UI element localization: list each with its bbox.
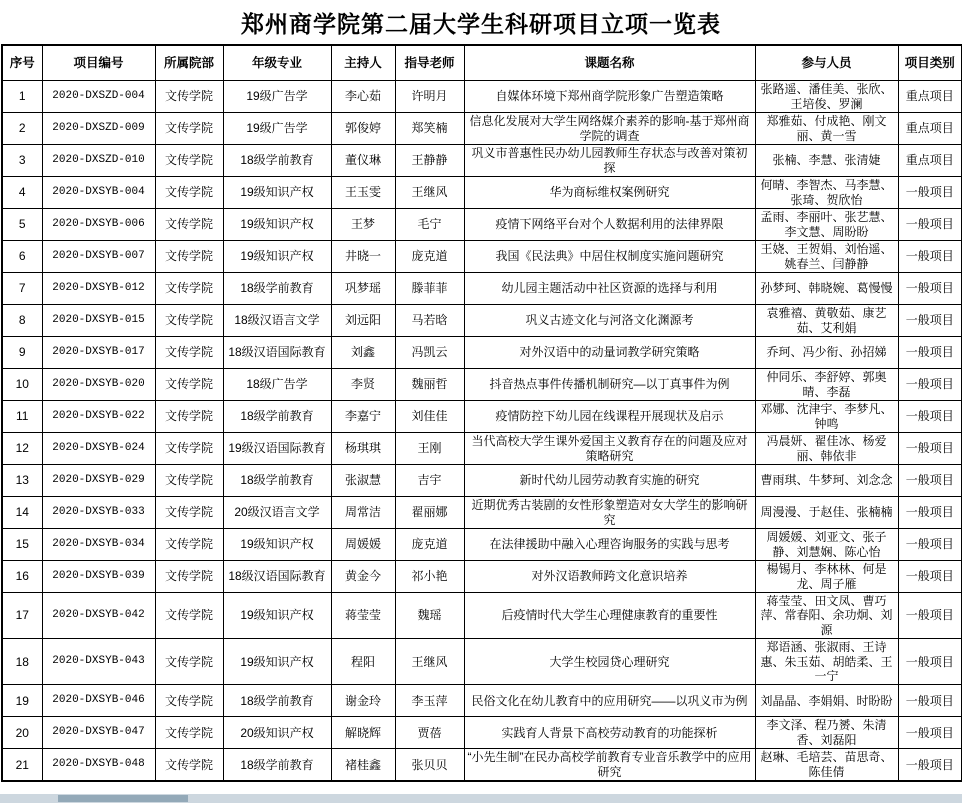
- cell-advisor: 庞克道: [395, 241, 464, 273]
- cell-host: 褚桂鑫: [331, 749, 395, 782]
- cell-topic: 抖音热点事件传播机制研究—以丁真事件为例: [464, 369, 755, 401]
- cell-advisor: 翟丽娜: [395, 497, 464, 529]
- cell-no: 12: [2, 433, 42, 465]
- cell-major: 19级知识产权: [223, 529, 331, 561]
- column-header: 项目编号: [42, 45, 155, 81]
- column-header: 项目类别: [898, 45, 962, 81]
- column-header: 参与人员: [755, 45, 898, 81]
- cell-host: 黄金今: [331, 561, 395, 593]
- cell-major: 19级汉语国际教育: [223, 433, 331, 465]
- cell-dept: 文传学院: [155, 273, 223, 305]
- cell-code: 2020-DXSZD-010: [42, 145, 155, 177]
- cell-category: 一般项目: [898, 337, 962, 369]
- cell-participants: 孙梦珂、韩晓婉、葛慢慢: [755, 273, 898, 305]
- cell-code: 2020-DXSYB-024: [42, 433, 155, 465]
- page-title: 郑州商学院第二届大学生科研项目立项一览表: [241, 10, 721, 37]
- cell-host: 谢金玲: [331, 685, 395, 717]
- cell-no: 15: [2, 529, 42, 561]
- cell-topic: 巩义古迹文化与河洛文化渊源考: [464, 305, 755, 337]
- cell-category: 一般项目: [898, 273, 962, 305]
- cell-code: 2020-DXSYB-012: [42, 273, 155, 305]
- cell-category: 一般项目: [898, 369, 962, 401]
- cell-advisor: 魏瑶: [395, 593, 464, 639]
- cell-dept: 文传学院: [155, 717, 223, 749]
- cell-code: 2020-DXSYB-029: [42, 465, 155, 497]
- cell-topic: 后疫情时代大学生心理健康教育的重要性: [464, 593, 755, 639]
- table-row: [2, 241, 962, 273]
- cell-participants: 何晴、李智杰、马李慧、张琦、贺欣怡: [755, 177, 898, 209]
- cell-participants: 张路遥、潘佳美、张欣、王培俊、罗澜: [755, 81, 898, 113]
- cell-major: 19级广告学: [223, 113, 331, 145]
- cell-host: 郭俊婷: [331, 113, 395, 145]
- cell-code: 2020-DXSYB-006: [42, 209, 155, 241]
- cell-topic: 对外汉语教师跨文化意识培养: [464, 561, 755, 593]
- cell-code: 2020-DXSYB-039: [42, 561, 155, 593]
- cell-host: 蒋莹莹: [331, 593, 395, 639]
- cell-advisor: 滕菲菲: [395, 273, 464, 305]
- horizontal-scrollbar-thumb[interactable]: [58, 795, 188, 802]
- cell-category: 一般项目: [898, 593, 962, 639]
- cell-dept: 文传学院: [155, 685, 223, 717]
- cell-no: 13: [2, 465, 42, 497]
- cell-participants: 王娆、王贺娟、刘怡遥、姚春兰、闫静静: [755, 241, 898, 273]
- cell-code: 2020-DXSYB-004: [42, 177, 155, 209]
- cell-code: 2020-DXSYB-034: [42, 529, 155, 561]
- cell-topic: 当代高校大学生课外爱国主义教育存在的问题及应对策略研究: [464, 433, 755, 465]
- table-row: [2, 529, 962, 561]
- cell-host: 王梦: [331, 209, 395, 241]
- cell-topic: 近期优秀古装剧的女性形象塑造对女大学生的影响研究: [464, 497, 755, 529]
- cell-host: 李心茹: [331, 81, 395, 113]
- cell-category: 一般项目: [898, 561, 962, 593]
- cell-participants: 仲同乐、李舒婷、郭奥晴、李磊: [755, 369, 898, 401]
- cell-advisor: 李玉萍: [395, 685, 464, 717]
- cell-topic: 幼儿园主题活动中社区资源的选择与利用: [464, 273, 755, 305]
- table-row: [2, 593, 962, 639]
- cell-host: 巩梦瑶: [331, 273, 395, 305]
- cell-category: 一般项目: [898, 433, 962, 465]
- table-row: [2, 401, 962, 433]
- cell-dept: 文传学院: [155, 113, 223, 145]
- cell-dept: 文传学院: [155, 593, 223, 639]
- cell-major: 19级知识产权: [223, 209, 331, 241]
- column-header: 序号: [2, 45, 42, 81]
- cell-advisor: 魏丽哲: [395, 369, 464, 401]
- cell-category: 一般项目: [898, 749, 962, 782]
- cell-host: 解晓辉: [331, 717, 395, 749]
- cell-category: 一般项目: [898, 497, 962, 529]
- cell-no: 19: [2, 685, 42, 717]
- cell-topic: “小先生制”在民办高校学前教育专业音乐教学中的应用研究: [464, 749, 755, 782]
- cell-dept: 文传学院: [155, 497, 223, 529]
- cell-no: 3: [2, 145, 42, 177]
- cell-participants: 邓娜、沈津宇、李梦凡、钟鸣: [755, 401, 898, 433]
- cell-host: 程阳: [331, 639, 395, 685]
- cell-major: 20级汉语言文学: [223, 497, 331, 529]
- cell-host: 刘远阳: [331, 305, 395, 337]
- cell-dept: 文传学院: [155, 433, 223, 465]
- cell-code: 2020-DXSYB-015: [42, 305, 155, 337]
- cell-host: 井晓一: [331, 241, 395, 273]
- table-row: [2, 717, 962, 749]
- cell-category: 一般项目: [898, 717, 962, 749]
- cell-topic: 在法律援助中融入心理咨询服务的实践与思考: [464, 529, 755, 561]
- table-row: [2, 685, 962, 717]
- cell-code: 2020-DXSYB-047: [42, 717, 155, 749]
- cell-no: 8: [2, 305, 42, 337]
- cell-category: 一般项目: [898, 529, 962, 561]
- cell-advisor: 王刚: [395, 433, 464, 465]
- table-row: [2, 113, 962, 145]
- cell-major: 18级学前教育: [223, 749, 331, 782]
- cell-code: 2020-DXSYB-042: [42, 593, 155, 639]
- cell-no: 14: [2, 497, 42, 529]
- cell-category: 一般项目: [898, 639, 962, 685]
- cell-dept: 文传学院: [155, 145, 223, 177]
- cell-code: 2020-DXSYB-046: [42, 685, 155, 717]
- table-row: [2, 561, 962, 593]
- table-row: [2, 465, 962, 497]
- cell-dept: 文传学院: [155, 209, 223, 241]
- cell-major: 20级知识产权: [223, 717, 331, 749]
- projects-table: [1, 44, 962, 782]
- cell-topic: 对外汉语中的动量词教学研究策略: [464, 337, 755, 369]
- cell-advisor: 庞克道: [395, 529, 464, 561]
- table-row: [2, 305, 962, 337]
- cell-host: 杨琪琪: [331, 433, 395, 465]
- cell-major: 18级学前教育: [223, 145, 331, 177]
- cell-host: 刘鑫: [331, 337, 395, 369]
- cell-advisor: 王静静: [395, 145, 464, 177]
- cell-code: 2020-DXSYB-043: [42, 639, 155, 685]
- cell-major: 18级汉语国际教育: [223, 561, 331, 593]
- cell-no: 5: [2, 209, 42, 241]
- table-row: [2, 639, 962, 685]
- table-row: [2, 369, 962, 401]
- cell-code: 2020-DXSYB-033: [42, 497, 155, 529]
- cell-topic: 我国《民法典》中居住权制度实施问题研究: [464, 241, 755, 273]
- cell-advisor: 冯凯云: [395, 337, 464, 369]
- cell-dept: 文传学院: [155, 465, 223, 497]
- cell-category: 一般项目: [898, 241, 962, 273]
- table-row: [2, 497, 962, 529]
- cell-dept: 文传学院: [155, 561, 223, 593]
- cell-advisor: 马若晗: [395, 305, 464, 337]
- cell-no: 16: [2, 561, 42, 593]
- cell-dept: 文传学院: [155, 749, 223, 782]
- cell-advisor: 王继风: [395, 639, 464, 685]
- cell-code: 2020-DXSYB-048: [42, 749, 155, 782]
- cell-major: 18级学前教育: [223, 401, 331, 433]
- column-header: 主持人: [331, 45, 395, 81]
- cell-participants: 刘晶晶、李娟娟、时盼盼: [755, 685, 898, 717]
- cell-category: 重点项目: [898, 113, 962, 145]
- cell-category: 一般项目: [898, 685, 962, 717]
- cell-major: 18级广告学: [223, 369, 331, 401]
- cell-advisor: 王继风: [395, 177, 464, 209]
- cell-no: 2: [2, 113, 42, 145]
- cell-no: 6: [2, 241, 42, 273]
- cell-topic: 疫情防控下幼儿园在线课程开展现状及启示: [464, 401, 755, 433]
- cell-dept: 文传学院: [155, 305, 223, 337]
- table-row: [2, 177, 962, 209]
- column-header: 年级专业: [223, 45, 331, 81]
- cell-advisor: 许明月: [395, 81, 464, 113]
- cell-major: 18级学前教育: [223, 685, 331, 717]
- column-header: 所属院部: [155, 45, 223, 81]
- cell-participants: 孟雨、李丽叶、张艺慧、李文慧、周盼盼: [755, 209, 898, 241]
- column-header: 指导老师: [395, 45, 464, 81]
- cell-advisor: 吉宇: [395, 465, 464, 497]
- cell-major: 19级知识产权: [223, 593, 331, 639]
- cell-advisor: 郑笑楠: [395, 113, 464, 145]
- cell-no: 4: [2, 177, 42, 209]
- cell-host: 张淑慧: [331, 465, 395, 497]
- cell-topic: 疫情下网络平台对个人数据利用的法律界限: [464, 209, 755, 241]
- cell-advisor: 祁小艳: [395, 561, 464, 593]
- cell-participants: 曹雨琪、牛梦珂、刘念念: [755, 465, 898, 497]
- cell-host: 王玉雯: [331, 177, 395, 209]
- cell-participants: 周漫漫、于赵佳、张楠楠: [755, 497, 898, 529]
- cell-topic: 信息化发展对大学生网络媒介素养的影响-基于郑州商学院的调查: [464, 113, 755, 145]
- cell-category: 一般项目: [898, 465, 962, 497]
- cell-participants: 蒋莹莹、田文凤、曹巧萍、常春阳、余功炯、刘源: [755, 593, 898, 639]
- cell-major: 19级知识产权: [223, 177, 331, 209]
- cell-no: 17: [2, 593, 42, 639]
- cell-major: 19级知识产权: [223, 639, 331, 685]
- cell-participants: 冯晨妍、翟佳冰、杨爱丽、韩依非: [755, 433, 898, 465]
- cell-participants: 袁雅禧、黄敬茹、康艺茹、艾利娟: [755, 305, 898, 337]
- cell-major: 18级汉语言文学: [223, 305, 331, 337]
- cell-major: 18级学前教育: [223, 273, 331, 305]
- cell-category: 一般项目: [898, 209, 962, 241]
- cell-dept: 文传学院: [155, 81, 223, 113]
- cell-topic: 实践育人背景下高校劳动教育的功能探析: [464, 717, 755, 749]
- horizontal-scrollbar-track[interactable]: [0, 794, 962, 803]
- table-row: [2, 337, 962, 369]
- cell-code: 2020-DXSZD-009: [42, 113, 155, 145]
- cell-no: 7: [2, 273, 42, 305]
- cell-no: 1: [2, 81, 42, 113]
- cell-participants: 楊锡月、李林林、何是龙、周子雁: [755, 561, 898, 593]
- cell-host: 董仪琳: [331, 145, 395, 177]
- cell-no: 10: [2, 369, 42, 401]
- cell-topic: 民俗文化在幼儿教育中的应用研究——以巩义市为例: [464, 685, 755, 717]
- cell-category: 重点项目: [898, 145, 962, 177]
- cell-major: 19级知识产权: [223, 241, 331, 273]
- table-row: [2, 273, 962, 305]
- cell-major: 19级广告学: [223, 81, 331, 113]
- cell-major: 18级学前教育: [223, 465, 331, 497]
- cell-host: 李嘉宁: [331, 401, 395, 433]
- cell-dept: 文传学院: [155, 529, 223, 561]
- cell-category: 一般项目: [898, 401, 962, 433]
- cell-dept: 文传学院: [155, 639, 223, 685]
- cell-dept: 文传学院: [155, 241, 223, 273]
- table-row: [2, 209, 962, 241]
- cell-participants: 张楠、李慧、张清婕: [755, 145, 898, 177]
- cell-no: 11: [2, 401, 42, 433]
- table-row: [2, 749, 962, 782]
- cell-advisor: 贾蓓: [395, 717, 464, 749]
- column-header: 课题名称: [464, 45, 755, 81]
- cell-code: 2020-DXSYB-007: [42, 241, 155, 273]
- cell-no: 18: [2, 639, 42, 685]
- table-row: [2, 433, 962, 465]
- cell-dept: 文传学院: [155, 369, 223, 401]
- table-body: [2, 81, 962, 782]
- cell-host: 周媛媛: [331, 529, 395, 561]
- cell-advisor: 毛宁: [395, 209, 464, 241]
- cell-category: 一般项目: [898, 305, 962, 337]
- cell-dept: 文传学院: [155, 337, 223, 369]
- cell-dept: 文传学院: [155, 177, 223, 209]
- cell-participants: 郑雅茹、付成艳、刚文丽、黄一雪: [755, 113, 898, 145]
- cell-code: 2020-DXSYB-017: [42, 337, 155, 369]
- cell-host: 李贤: [331, 369, 395, 401]
- cell-topic: 自媒体环境下郑州商学院形象广告塑造策略: [464, 81, 755, 113]
- cell-topic: 巩义市普惠性民办幼儿园教师生存状态与改善对策初探: [464, 145, 755, 177]
- cell-dept: 文传学院: [155, 401, 223, 433]
- cell-code: 2020-DXSYB-022: [42, 401, 155, 433]
- cell-participants: 郑语涵、张淑雨、王诗惠、朱玉茹、胡皓柔、王一宁: [755, 639, 898, 685]
- cell-participants: 周媛媛、刘亚文、张子静、刘慧娴、陈心怡: [755, 529, 898, 561]
- cell-no: 9: [2, 337, 42, 369]
- cell-no: 20: [2, 717, 42, 749]
- cell-participants: 李文泽、程乃赟、朱清香、刘磊阳: [755, 717, 898, 749]
- cell-category: 重点项目: [898, 81, 962, 113]
- cell-code: 2020-DXSYB-020: [42, 369, 155, 401]
- cell-participants: 赵琳、毛培芸、苗思奇、陈佳倩: [755, 749, 898, 782]
- header-row: [2, 45, 962, 81]
- cell-advisor: 刘佳佳: [395, 401, 464, 433]
- cell-no: 21: [2, 749, 42, 782]
- table-row: [2, 81, 962, 113]
- cell-topic: 大学生校园贷心理研究: [464, 639, 755, 685]
- cell-advisor: 张贝贝: [395, 749, 464, 782]
- cell-topic: 新时代幼儿园劳动教育实施的研究: [464, 465, 755, 497]
- cell-participants: 乔珂、冯少衔、孙招娣: [755, 337, 898, 369]
- cell-major: 18级汉语国际教育: [223, 337, 331, 369]
- cell-category: 一般项目: [898, 177, 962, 209]
- cell-code: 2020-DXSZD-004: [42, 81, 155, 113]
- cell-host: 周常洁: [331, 497, 395, 529]
- cell-topic: 华为商标维权案例研究: [464, 177, 755, 209]
- table-row: [2, 145, 962, 177]
